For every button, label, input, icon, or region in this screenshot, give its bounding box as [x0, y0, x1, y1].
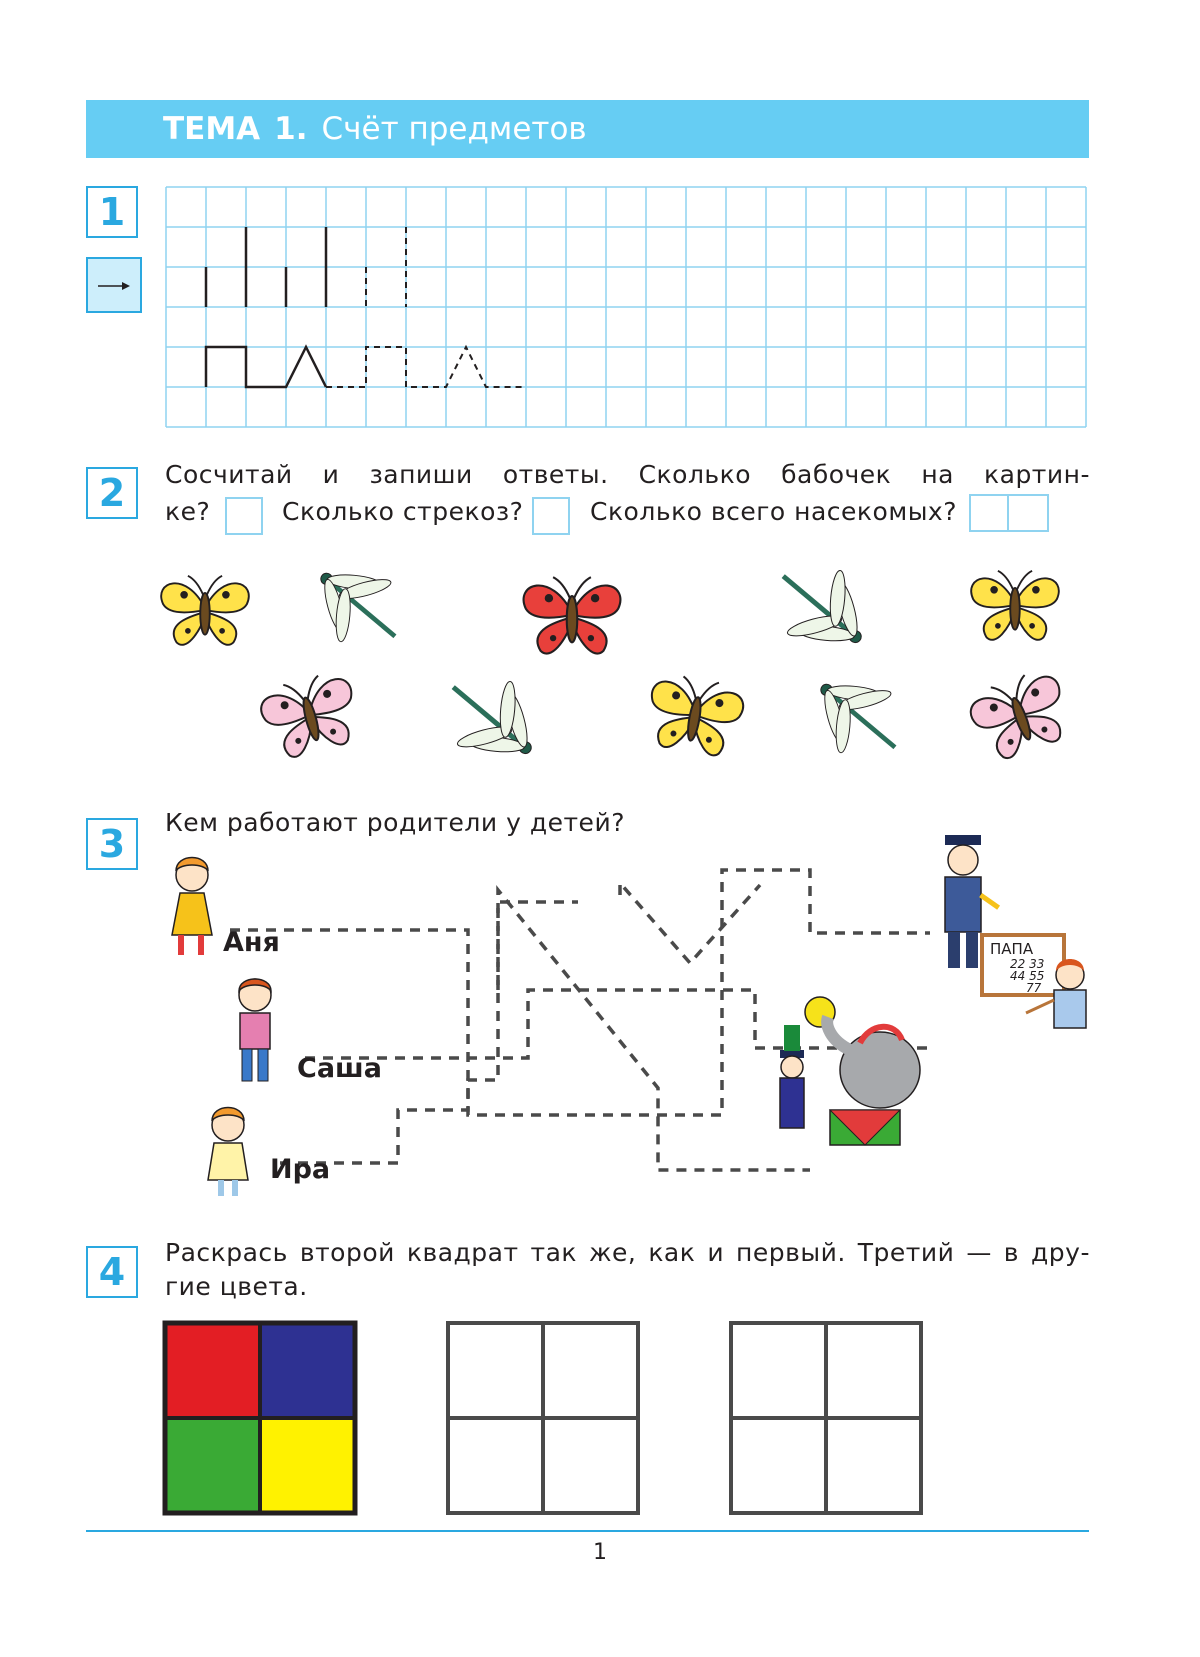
child-sasha-figure [239, 979, 271, 1081]
pattern-row-2 [206, 347, 326, 387]
page-number: 1 [593, 1540, 607, 1565]
task-2-question-2: Сколько стрекоз? [282, 497, 524, 526]
butterfly-yellow-2 [971, 571, 1059, 640]
dragonfly-3 [424, 653, 558, 770]
answer-box-butterflies[interactable] [225, 497, 263, 535]
empty-square-3[interactable] [731, 1323, 921, 1513]
dragonfly-1 [295, 555, 423, 669]
answer-box-total-tens[interactable] [969, 494, 1009, 532]
teacher-figure [982, 935, 1086, 1028]
color-squares [160, 1318, 930, 1518]
task-2-question-3: Сколько всего насекомых? [590, 497, 957, 526]
task-2-question-1: ке? [165, 497, 211, 526]
butterfly-pink-1 [256, 668, 364, 762]
pattern-row-2-dashed [326, 347, 526, 387]
butterfly-red-1 [524, 577, 621, 653]
board-line-1: ПАПА [990, 940, 1034, 958]
answer-box-dragonflies[interactable] [532, 497, 570, 535]
path-ira [280, 890, 810, 1170]
task-4-number: 4 [86, 1246, 138, 1298]
task-1-arrow-box [86, 257, 142, 313]
child-name-anya: Аня [223, 927, 280, 958]
task-4-line-2: гие цвета. [165, 1272, 308, 1301]
path-extra-2 [620, 883, 760, 963]
butterfly-yellow-1 [161, 576, 249, 645]
task-1-grid[interactable] [165, 186, 1090, 430]
topic-title [163, 104, 587, 154]
child-name-sasha: Саша [297, 1053, 382, 1084]
task-3-question: Кем работают родители у детей? [165, 808, 625, 837]
tema-number: 1. [274, 111, 308, 147]
colored-square [165, 1323, 355, 1513]
cell-blue [260, 1323, 355, 1418]
answer-box-total-ones[interactable] [1007, 494, 1049, 532]
dragonfly-2 [754, 555, 888, 675]
board-line-3: 44 55 [1010, 969, 1045, 983]
task-1-number: 1 [86, 186, 138, 238]
child-anya-figure [172, 858, 212, 956]
cell-red [165, 1323, 260, 1418]
task-2-line-1: Сосчитай и запиши ответы. Сколько бабочек на картин- [165, 460, 1090, 489]
child-ira-figure [208, 1108, 248, 1197]
empty-square-2[interactable] [448, 1323, 638, 1513]
board-line-4: 77 [1026, 981, 1042, 995]
dragonfly-4 [795, 654, 923, 770]
task-2-number: 2 [86, 467, 138, 519]
child-name-ira: Ира [270, 1154, 331, 1185]
butterfly-pink-2 [964, 665, 1075, 765]
insects-picture [160, 555, 1090, 770]
task-4-line-1: Раскрась второй квадрат так же, как и первый. Третий — в дру- [165, 1238, 1090, 1267]
board-line-2: 22 33 [1010, 957, 1045, 971]
grid-lines [166, 187, 1086, 427]
footer-rule [86, 1530, 1089, 1532]
butterfly-yellow-3 [643, 672, 746, 760]
tema-label: ТЕМА [163, 111, 261, 147]
tema-title: Счёт предметов [321, 111, 587, 147]
cell-green [165, 1418, 260, 1513]
circus-figure [780, 997, 920, 1145]
right-arrow-icon [88, 259, 140, 311]
cell-yellow [260, 1418, 355, 1513]
task-3-number: 3 [86, 818, 138, 870]
